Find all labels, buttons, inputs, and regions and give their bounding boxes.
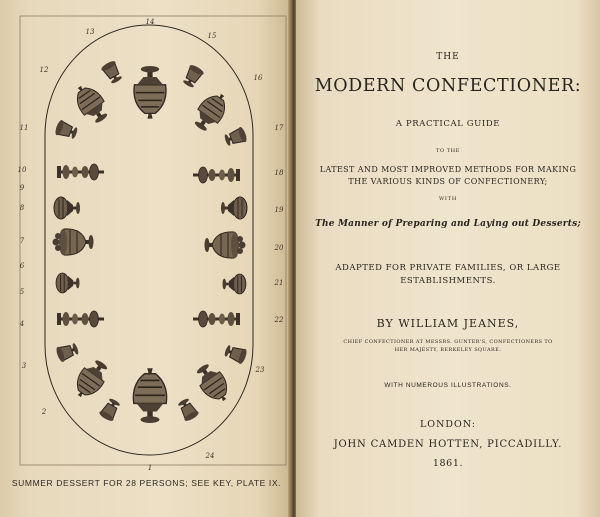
centerpiece-bottom — [133, 368, 166, 423]
piece-right-8 — [193, 311, 240, 327]
key-number-10: 10 — [17, 166, 27, 174]
piece-right-1 — [181, 63, 205, 89]
key-number-11: 11 — [19, 124, 29, 132]
book-subtitle: A PRACTICAL GUIDE — [395, 119, 501, 129]
key-number-19: 19 — [274, 206, 284, 214]
key-number-5: 5 — [19, 288, 25, 296]
key-number-12: 12 — [39, 66, 49, 74]
piece-right-7 — [223, 274, 246, 294]
author-description-line-2: HER MAJESTY, BERKELEY SQUARE. — [394, 347, 502, 353]
key-number-17: 17 — [274, 124, 284, 132]
manner-line: The Manner of Preparing and Laying out Desserts; — [315, 219, 581, 229]
key-number-1: 1 — [147, 464, 153, 472]
with-text: WITH — [438, 196, 457, 202]
piece-left-9 — [69, 356, 112, 403]
piece-right-4 — [193, 167, 240, 183]
key-number-21: 21 — [274, 279, 284, 287]
description-block — [296, 164, 600, 188]
piece-left-4 — [54, 197, 80, 219]
publication-place: LONDON: — [420, 419, 476, 430]
key-number-7: 7 — [19, 237, 25, 245]
title-the: THE — [436, 52, 460, 62]
piece-right-11 — [176, 396, 200, 422]
piece-left-3 — [57, 164, 104, 180]
piece-left-10 — [98, 396, 122, 422]
key-number-24: 24 — [205, 452, 215, 460]
piece-right-10 — [191, 360, 234, 407]
piece-right-9 — [223, 343, 248, 365]
piece-right-3 — [223, 126, 248, 148]
adapted-line-1: ADAPTED FOR PRIVATE FAMILIES, OR LARGE — [335, 263, 561, 273]
piece-left-8 — [55, 341, 80, 363]
piece-right-5 — [221, 197, 247, 219]
book-title: MODERN CONFECTIONER: — [314, 76, 582, 96]
key-number-20: 20 — [274, 244, 284, 252]
author-description-line-1: CHIEF CONFECTIONER AT MESSRS. GUNTER'S, CONFECTIONERS TO — [343, 339, 553, 345]
key-number-14: 14 — [145, 18, 155, 26]
key-number-6: 6 — [19, 262, 25, 270]
piece-left-5 — [53, 229, 94, 255]
key-number-3: 3 — [21, 362, 27, 370]
key-number-13: 13 — [85, 28, 95, 36]
author-name: BY WILLIAM JEANES, — [376, 317, 520, 330]
key-number-9: 9 — [19, 184, 25, 192]
adapted-line-2: ESTABLISHMENTS. — [400, 276, 496, 286]
key-number-23: 23 — [255, 366, 265, 374]
key-number-8: 8 — [19, 204, 25, 212]
piece-right-2 — [189, 88, 232, 135]
to-the-text: TO THE — [436, 148, 460, 154]
publisher-name: JOHN CAMDEN HOTTEN, PICCADILLY. — [333, 439, 563, 450]
adapted-block — [296, 262, 600, 288]
centerpiece-top — [134, 66, 166, 119]
illustrations-note: WITH NUMEROUS ILLUSTRATIONS. — [384, 382, 512, 389]
dessert-plan-illustration — [0, 0, 293, 517]
author-description — [296, 338, 600, 354]
piece-left-2 — [54, 119, 79, 141]
description-line-1: LATEST AND MOST IMPROVED METHODS FOR MAKING — [319, 165, 577, 174]
piece-left-6 — [56, 273, 79, 293]
publication-year: 1861. — [432, 458, 464, 469]
key-number-2: 2 — [41, 408, 47, 416]
piece-left-7 — [57, 311, 104, 327]
key-number-4: 4 — [19, 320, 25, 328]
plate-caption: SUMMER DESSERT FOR 28 PERSONS; SEE KEY, PLATE IX. — [11, 478, 282, 488]
description-line-2: THE VARIOUS KINDS OF CONFECTIONERY; — [348, 177, 548, 186]
key-number-16: 16 — [253, 74, 263, 82]
key-number-15: 15 — [207, 32, 217, 40]
piece-left-11 — [100, 59, 124, 85]
key-number-18: 18 — [274, 169, 284, 177]
key-number-22: 22 — [274, 316, 284, 324]
piece-right-6 — [205, 232, 246, 258]
piece-left-1 — [69, 80, 112, 127]
